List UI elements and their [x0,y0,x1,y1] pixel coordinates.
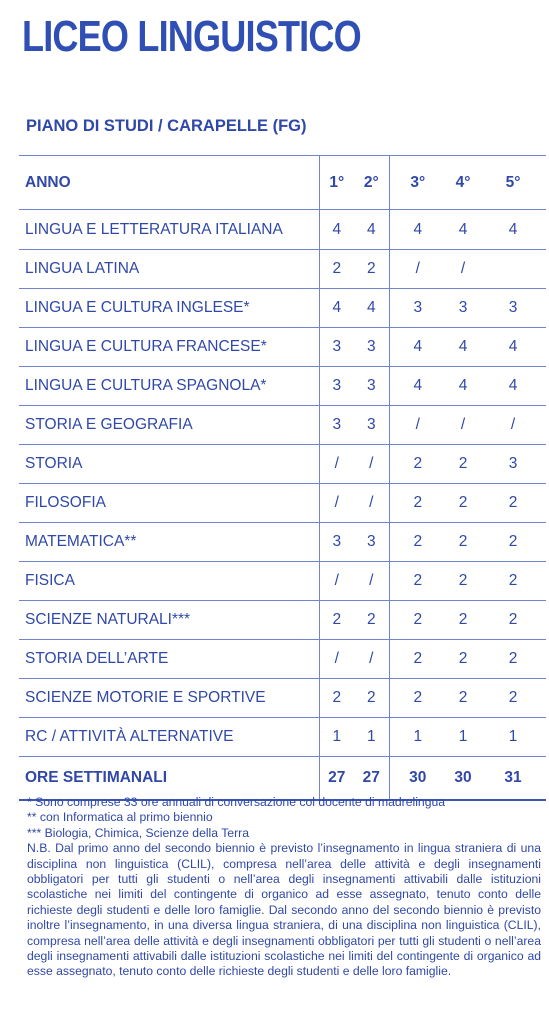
hours-cell: / [446,250,480,289]
table-row [19,289,546,328]
hours-cell: 4 [354,210,389,250]
hours-cell: 2 [480,562,546,601]
header-cell: 4° [446,156,480,210]
table-row [19,640,546,679]
footnotes [27,795,541,980]
hours-cell: 2 [354,250,389,289]
hours-cell: 3 [319,523,354,562]
hours-cell: / [319,640,354,679]
hours-cell: 1 [354,718,389,757]
hours-cell: 2 [480,601,546,640]
hours-cell: 4 [389,210,446,250]
hours-cell: 2 [446,679,480,718]
table-row [19,562,546,601]
total-row [19,757,546,801]
hours-cell: 2 [389,679,446,718]
hours-cell: 4 [354,289,389,328]
hours-cell: 2 [446,601,480,640]
hours-cell: / [354,562,389,601]
table-row [19,406,546,445]
hours-cell: 4 [389,328,446,367]
hours-cell: 3 [480,289,546,328]
subject-cell: STORIA [19,445,319,484]
hours-cell: 2 [480,640,546,679]
subject-cell: LINGUA LATINA [19,250,319,289]
hours-cell: 3 [354,328,389,367]
subject-cell: RC / ATTIVITÀ ALTERNATIVE [19,718,319,757]
subject-cell: LINGUA E CULTURA FRANCESE* [19,328,319,367]
header-cell: 5° [480,156,546,210]
table-row [19,484,546,523]
table-row [19,718,546,757]
hours-cell: 2 [389,445,446,484]
hours-cell: / [446,406,480,445]
page-subtitle: PIANO DI STUDI / CARAPELLE (FG) [26,117,307,135]
hours-cell: 2 [446,562,480,601]
hours-cell: 4 [446,367,480,406]
hours-cell: 2 [480,523,546,562]
table-body [19,210,546,801]
hours-cell: / [319,562,354,601]
hours-cell: / [389,250,446,289]
hours-cell: 2 [389,484,446,523]
subject-cell: STORIA E GEOGRAFIA [19,406,319,445]
subject-cell: SCIENZE MOTORIE E SPORTIVE [19,679,319,718]
total-label: ORE SETTIMANALI [19,757,319,801]
subject-cell: SCIENZE NATURALI*** [19,601,319,640]
hours-cell: 4 [480,367,546,406]
hours-cell: 2 [480,484,546,523]
total-cell: 30 [446,757,480,801]
hours-cell: 1 [446,718,480,757]
hours-cell: / [354,445,389,484]
hours-cell: 2 [354,679,389,718]
footnote: ** con Informatica al primo biennio [27,810,213,825]
total-cell: 27 [319,757,354,801]
subject-cell: MATEMATICA** [19,523,319,562]
study-plan-table [19,155,546,801]
subject-cell: LINGUA E CULTURA INGLESE* [19,289,319,328]
hours-cell: 3 [354,523,389,562]
subject-cell: FILOSOFIA [19,484,319,523]
hours-cell: / [389,406,446,445]
nb-paragraph: N.B. Dal primo anno del secondo biennio è previsto l’insegnamento in lingua straniera di una disciplina non linguistica (CLIL), compresa nell’area delle attività e degli insegnamenti obbligatori per tutti gli studenti o nell’area degli insegnamenti attivabili dalle istituzioni scolastiche nei limiti del contingente di organico ad esse assegnato, tenuto conto delle richieste degli studenti e delle loro famiglie. Dal secondo anno del secondo biennio è previsto inoltre l’insegnamento, in una diversa lingua straniera, di una disciplina non linguistica (CLIL), compresa nell’area delle attività e degli insegnamenti obbligatori per tutti gli studenti o nell’area degli insegnamenti attivabili dalle istituzioni scolastiche nei limiti del contingente di organico ad esse assegnato, tenuto conto delle richieste degli studenti e delle loro famiglie. [27,841,541,979]
hours-cell: / [319,445,354,484]
hours-cell: 2 [389,601,446,640]
hours-cell: 2 [319,601,354,640]
table-row [19,210,546,250]
hours-cell: 2 [446,640,480,679]
header-cell: 1° [319,156,354,210]
table-row [19,445,546,484]
table-row [19,523,546,562]
footnote: *** Biologia, Chimica, Scienze della Terra [27,825,249,840]
table-row [19,367,546,406]
table-row [19,601,546,640]
hours-cell: 4 [319,210,354,250]
subject-cell: STORIA DELL’ARTE [19,640,319,679]
hours-cell [480,250,546,289]
hours-cell: 1 [480,718,546,757]
header-cell: ANNO [19,156,319,210]
hours-cell: 2 [446,445,480,484]
hours-cell: 3 [446,289,480,328]
hours-cell: 2 [354,601,389,640]
hours-cell: 4 [389,367,446,406]
hours-cell: 4 [480,328,546,367]
hours-cell: 1 [389,718,446,757]
hours-cell: 4 [480,210,546,250]
total-cell: 30 [389,757,446,801]
hours-cell: 2 [389,523,446,562]
hours-cell: 3 [319,406,354,445]
hours-cell: 2 [446,523,480,562]
table-row [19,250,546,289]
hours-cell: / [319,484,354,523]
hours-cell: 3 [319,328,354,367]
hours-cell: 2 [389,562,446,601]
hours-cell: / [480,406,546,445]
total-cell: 27 [354,757,389,801]
subject-cell: LINGUA E CULTURA SPAGNOLA* [19,367,319,406]
hours-cell: 3 [389,289,446,328]
hours-cell: 2 [446,484,480,523]
subject-cell: FISICA [19,562,319,601]
page-title: LICEO LINGUISTICO [22,12,361,61]
hours-cell: 4 [319,289,354,328]
hours-cell: 4 [446,210,480,250]
table-row [19,328,546,367]
hours-cell: / [354,484,389,523]
hours-cell: 3 [354,406,389,445]
hours-cell: 3 [480,445,546,484]
hours-cell: 2 [319,250,354,289]
total-cell: 31 [480,757,546,801]
hours-cell: 3 [319,367,354,406]
header-cell: 2° [354,156,389,210]
hours-cell: 2 [389,640,446,679]
subject-cell: LINGUA E LETTERATURA ITALIANA [19,210,319,250]
hours-cell: 3 [354,367,389,406]
hours-cell: 2 [319,679,354,718]
hours-cell: 4 [446,328,480,367]
hours-cell: 2 [480,679,546,718]
footnote: * Sono comprese 33 ore annuali di conversazione col docente di madrelingua [27,795,446,809]
header-cell: 3° [389,156,446,210]
hours-cell: 1 [319,718,354,757]
table-row [19,679,546,718]
hours-cell: / [354,640,389,679]
table-header-row [19,156,546,210]
